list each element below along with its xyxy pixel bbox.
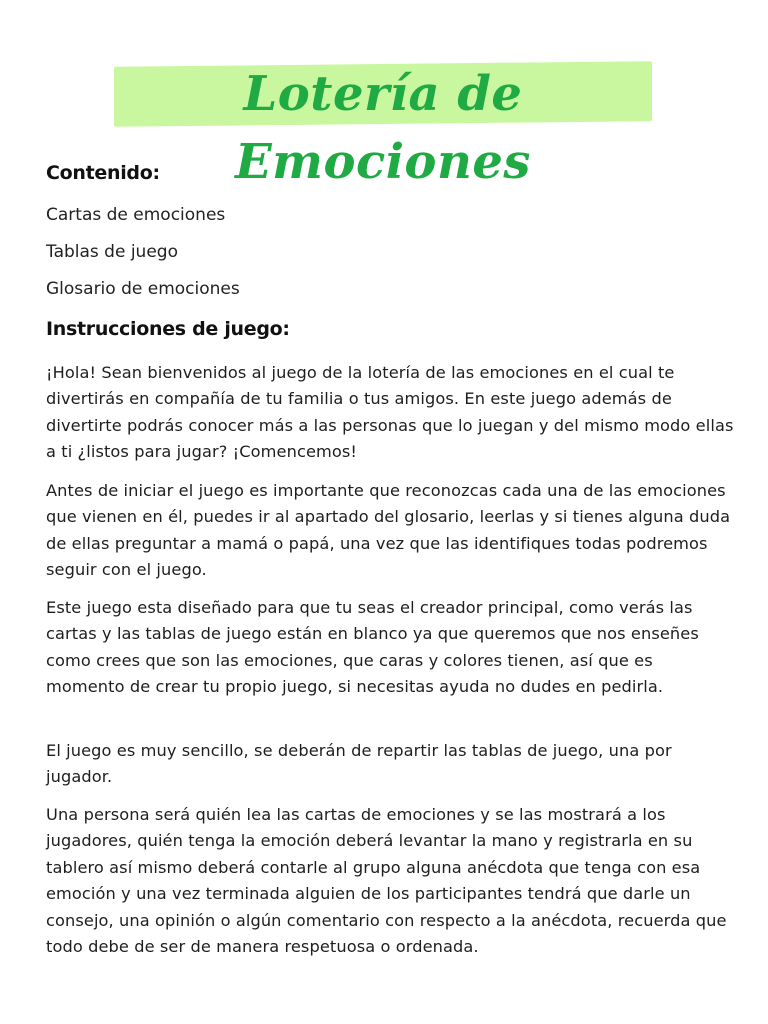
- contents-item: Glosario de emociones: [46, 279, 240, 299]
- page-title: Lotería de Emociones: [235, 66, 531, 190]
- contents-item: Cartas de emociones: [46, 205, 226, 225]
- contents-heading: Contenido:: [46, 162, 160, 184]
- instructions-paragraph: Este juego esta diseñado para que tu seas el creador principal, como verás las cartas y las tablas de juego están en blanco ya que queremos que nos enseñes como crees que son las emociones, que caras y colores tienen, así que es momento de crear tu propio juego, si necesitas ayuda no dudes en pedirla.: [46, 598, 699, 697]
- instructions-paragraph: Antes de iniciar el juego es importante que reconozcas cada una de las emociones que vienen en él, puedes ir al apartado del glosario, leerlas y si tienes alguna duda de ellas preguntar a mamá o papá, una vez que las identifiques todas podremos seguir con el juego.: [46, 481, 731, 580]
- instructions-paragraph: Una persona será quién lea las cartas de emociones y se las mostrará a los jugadores, quién tenga la emoción deberá levantar la mano y registrarla en su tablero así mismo deberá contarle al grupo alguna anécdota que tenga con esa emoción y una vez terminada alguien de los participantes tendrá que darle un consejo, una opinión o algún comentario con respecto a la anécdota, recuerda que todo debe de ser de manera respetuosa o ordenada.: [46, 805, 727, 957]
- instructions-paragraph: El juego es muy sencillo, se deberán de repartir las tablas de juego, una por jugador.: [46, 741, 672, 787]
- contents-item: Tablas de juego: [46, 242, 178, 262]
- contents-list: [46, 200, 240, 311]
- instructions-heading: Instrucciones de juego:: [46, 318, 290, 340]
- title-block: [114, 60, 652, 190]
- instructions-paragraph: ¡Hola! Sean bienvenidos al juego de la lotería de las emociones en el cual te divertirás en compañía de tu familia o tus amigos. En este juego además de divertirte podrás conocer más a las personas que lo juegan y del mismo modo ellas a ti ¿listos para jugar? ¡Comencemos!: [46, 363, 734, 462]
